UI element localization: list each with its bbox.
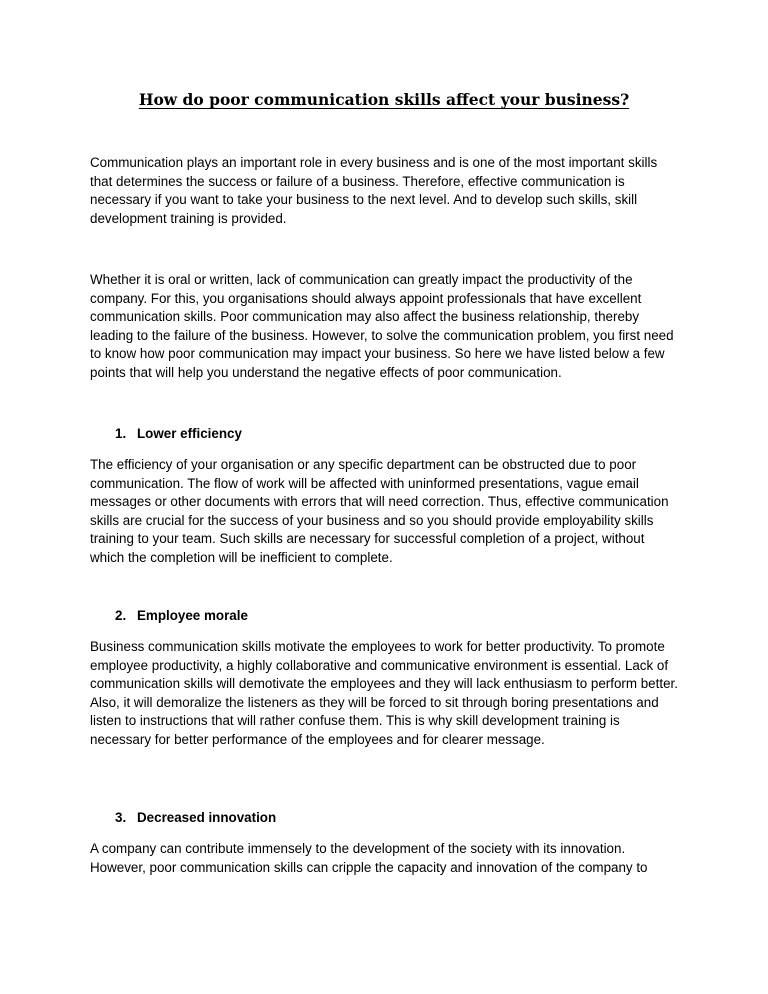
section-heading-lower-efficiency: [115, 425, 242, 444]
intro-paragraph-1: Communication plays an important role in every business and is one of the most important skills that determines the success or failure of a business. Therefore, effective communication is necessary if you want to take your business to the next level. And to develop such skills, skill development training is provided.: [90, 155, 658, 226]
section-body-lower-efficiency: The efficiency of your organisation or any specific department can be obstructed due to poor communication. The flow of work will be affected with uninformed presentations, vague email messages or other documents with errors that will need correction. Thus, effective communication skills are crucial for the success of your business and so you should provide employability skills training to your team. Such skills are necessary for successful completion of a project, without which the completion will be inefficient to complete.: [90, 457, 669, 565]
section-number: 1.: [115, 426, 127, 441]
section-body-employee-morale: Business communication skills motivate the employees to work for better productivity. To promote employee productivity, a highly collaborative and communicative environment is essential. Lack of communication skills will demotivate the employees and they will lack enthusiasm to perform better. Also, it will demoralize the listeners as they will be forced to sit through boring presentations and listen to instructions that will rather confuse them. This is why skill development training is necessary for better performance of the employees and for clearer message.: [90, 639, 678, 747]
section-heading-employee-morale: [115, 607, 248, 626]
section-heading-text: Employee morale: [137, 608, 248, 623]
section-body-decreased-innovation: A company can contribute immensely to the development of the society with its innovation. However, poor communication skills can cripple the capacity and innovation of the company to: [90, 841, 648, 875]
section-number: 3.: [115, 810, 127, 825]
section-heading-decreased-innovation: [115, 809, 276, 828]
section-number: 2.: [115, 608, 127, 623]
section-heading-text: Lower efficiency: [137, 426, 242, 441]
section-heading-text: Decreased innovation: [137, 810, 277, 825]
page-title: How do poor communication skills affect your business?: [138, 90, 630, 109]
intro-paragraph-2: Whether it is oral or written, lack of communication can greatly impact the productivity of the company. For this, you organisations should always appoint professionals that have excellent communication skills. Poor communication may also affect the business relationship, thereby leading to the failure of the business. However, to solve the communication problem, you first need to know how poor communication may impact your business. So here we have listed below a few points that will help you understand the negative effects of poor communication.: [90, 272, 674, 380]
